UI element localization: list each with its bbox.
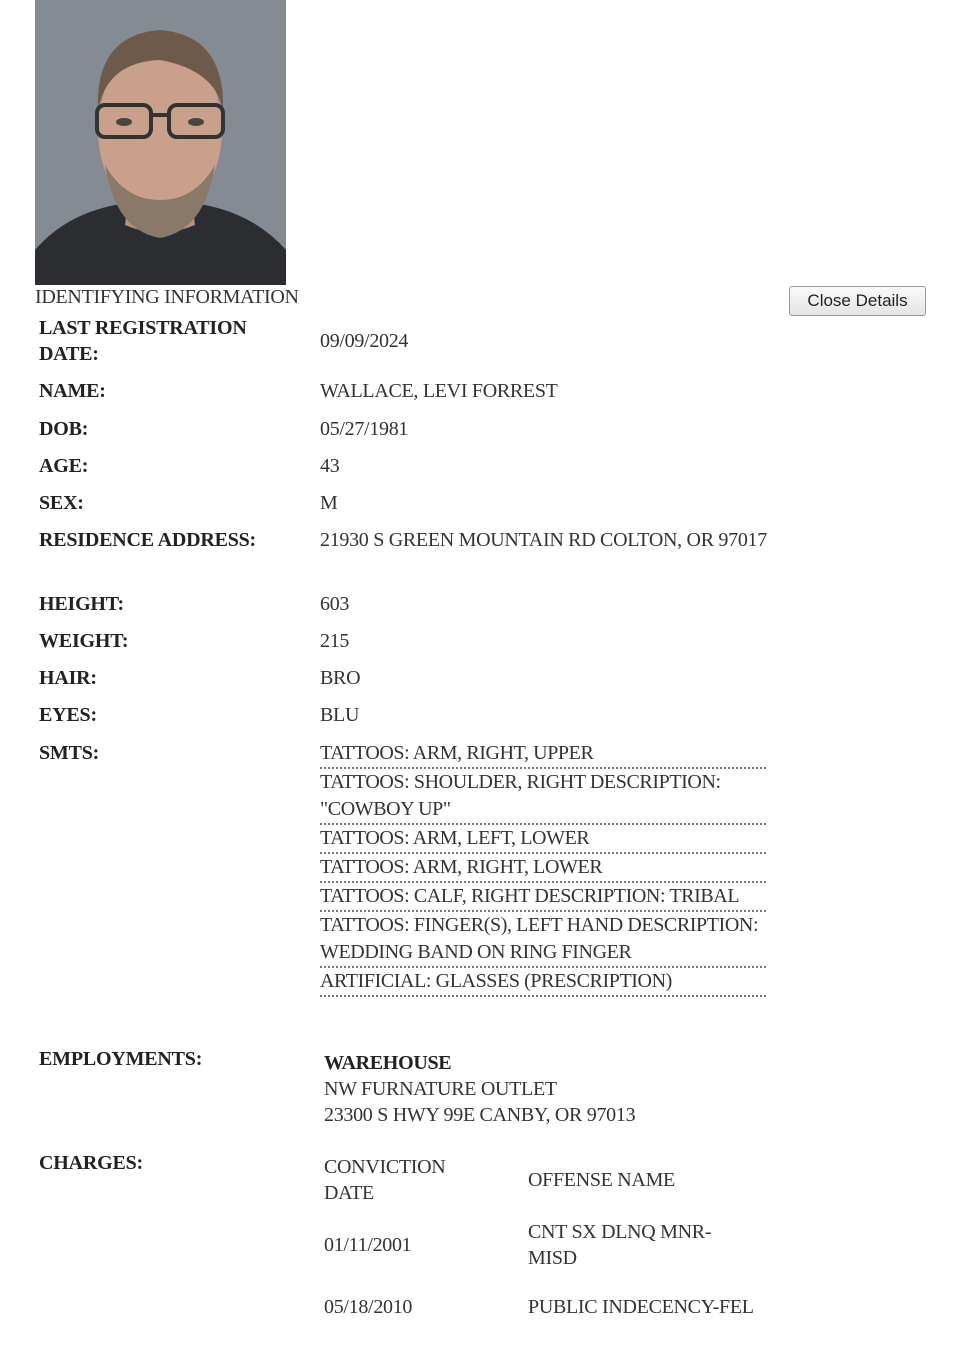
label-weight: WEIGHT:	[39, 630, 129, 652]
value-weight: 215	[320, 630, 350, 652]
table-row	[324, 1214, 768, 1276]
person-silhouette-icon	[35, 0, 286, 285]
value-eyes: BLU	[320, 704, 360, 726]
mugshot-photo	[35, 0, 286, 285]
smt-entry: ARTIFICIAL: GLASSES (PRESCRIPTION)	[320, 968, 766, 997]
table-row	[324, 1276, 768, 1338]
label-smts: SMTS:	[39, 742, 100, 764]
label-charges: CHARGES:	[39, 1152, 143, 1174]
label-last-registration-date: LAST REGISTRATION DATE:	[39, 317, 247, 365]
smt-entry: TATTOOS: ARM, RIGHT, UPPER	[320, 740, 766, 769]
employment-block	[324, 1050, 635, 1128]
label-height: HEIGHT:	[39, 593, 124, 615]
charge-date: 05/18/2010	[324, 1296, 413, 1318]
value-dob: 05/27/1981	[320, 418, 409, 440]
label-hair: HAIR:	[39, 667, 97, 689]
label-employments: EMPLOYMENTS:	[39, 1048, 203, 1070]
smt-entry: TATTOOS: ARM, RIGHT, LOWER	[320, 854, 766, 883]
label-name: NAME:	[39, 380, 106, 402]
label-age: AGE:	[39, 455, 89, 477]
close-details-button[interactable]: Close Details	[789, 286, 926, 316]
label-residence-address: RESIDENCE ADDRESS:	[39, 529, 257, 551]
value-age: 43	[320, 455, 340, 477]
employment-title: WAREHOUSE	[324, 1052, 452, 1074]
section-title: IDENTIFYING INFORMATION	[35, 286, 299, 308]
charges-header-row	[324, 1152, 768, 1208]
employer-address: 23300 S HWY 99E CANBY, OR 97013	[324, 1104, 636, 1126]
value-name: WALLACE, LEVI FORREST	[320, 380, 558, 402]
charges-table	[324, 1152, 768, 1338]
employer-name: NW FURNATURE OUTLET	[324, 1078, 557, 1100]
charge-date: 01/11/2001	[324, 1234, 412, 1256]
value-sex: M	[320, 492, 338, 514]
smt-entry: TATTOOS: FINGER(S), LEFT HAND DESCRIPTION: WEDDING BAND ON RING FINGER	[320, 912, 766, 968]
label-sex: SEX:	[39, 492, 84, 514]
smts-list	[320, 740, 766, 997]
value-last-registration-date: 09/09/2024	[320, 330, 409, 352]
value-hair: BRO	[320, 667, 361, 689]
value-height: 603	[320, 593, 350, 615]
smt-entry: TATTOOS: SHOULDER, RIGHT DESCRIPTION: "COWBOY UP"	[320, 769, 766, 825]
header-offense-name: OFFENSE NAME	[528, 1169, 675, 1191]
smt-entry: TATTOOS: ARM, LEFT, LOWER	[320, 825, 766, 854]
smt-entry: TATTOOS: CALF, RIGHT DESCRIPTION: TRIBAL	[320, 883, 766, 912]
label-eyes: EYES:	[39, 704, 97, 726]
charge-offense: CNT SX DLNQ MNR-MISD	[528, 1221, 712, 1269]
header-conviction-date: CONVICTION DATE	[324, 1156, 446, 1204]
value-residence-address: 21930 S GREEN MOUNTAIN RD COLTON, OR 97017	[320, 529, 767, 551]
label-dob: DOB:	[39, 418, 89, 440]
charge-offense: PUBLIC INDECENCY-FEL	[528, 1296, 754, 1318]
